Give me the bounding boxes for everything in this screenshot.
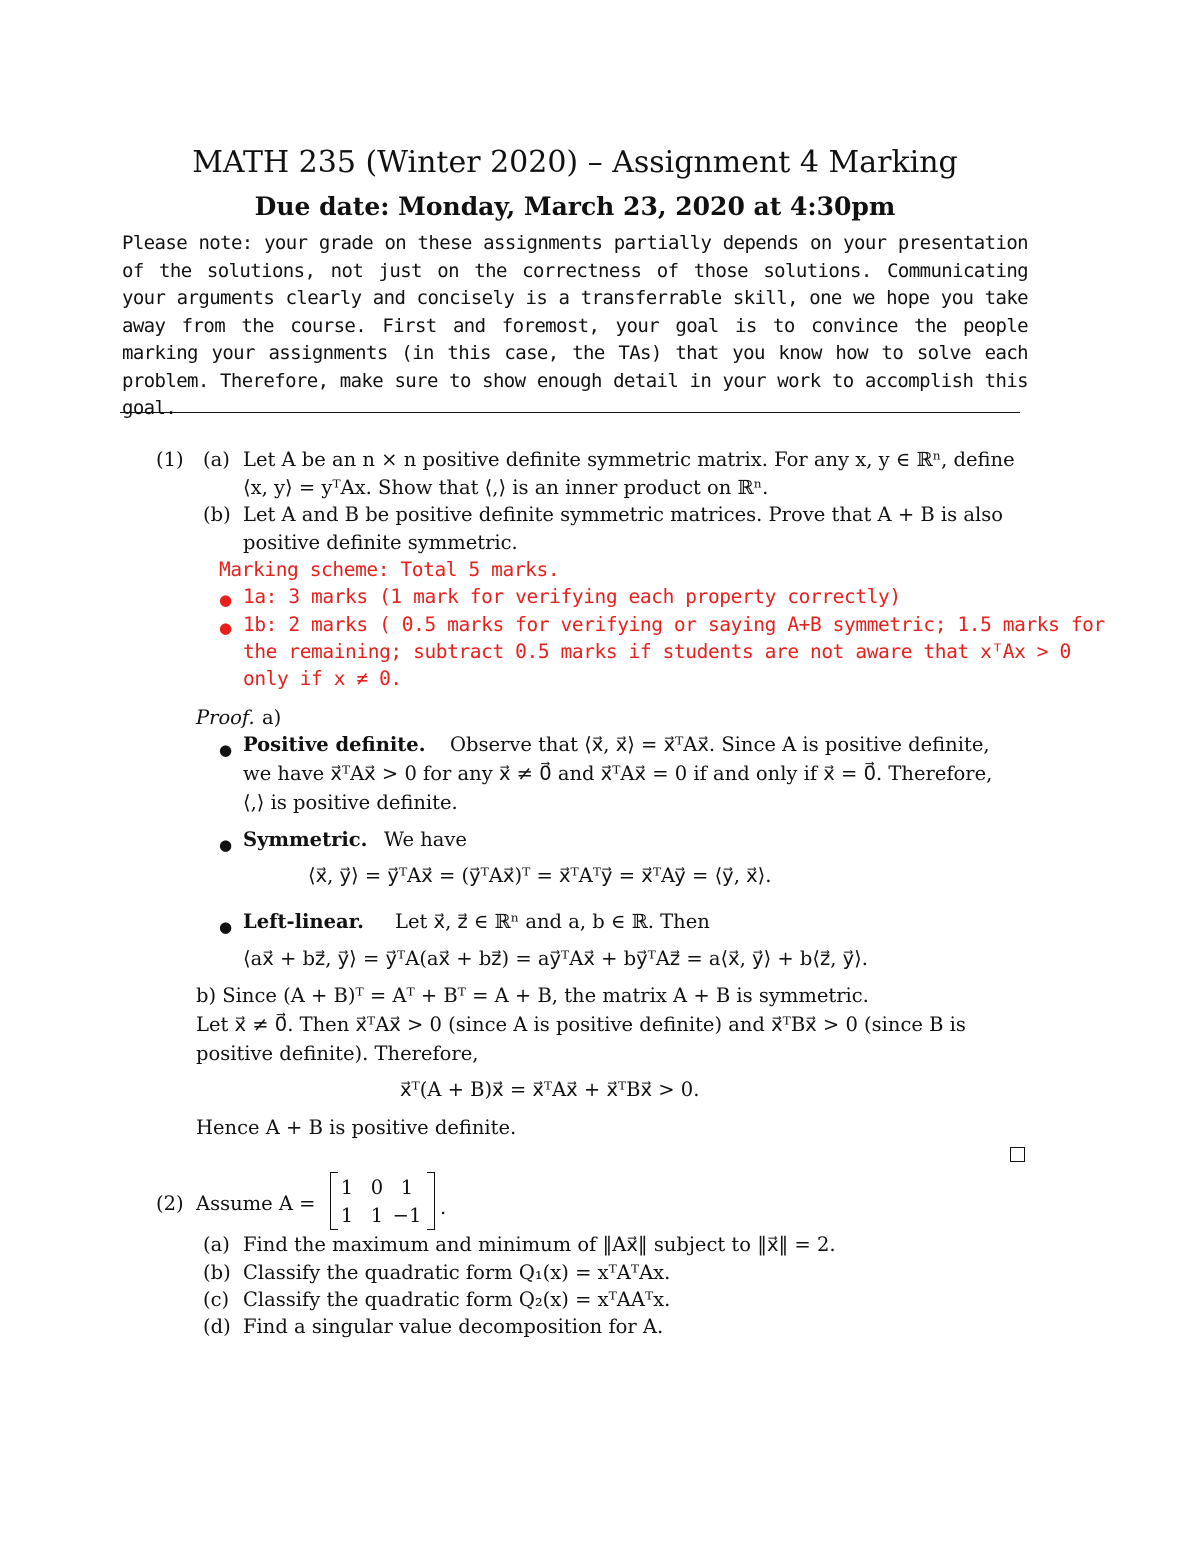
proof-b-conclusion: Hence A + B is positive definite. — [196, 1116, 517, 1139]
marking-scheme-1a: 1a: 3 marks (1 mark for verifying each property correctly) — [243, 585, 901, 608]
proof-b-line-3: positive definite). Therefore, — [196, 1042, 479, 1065]
proof-b-line-1: b) Since (A + B)ᵀ = Aᵀ + Bᵀ = A + B, the matrix A + B is symmetric. — [196, 984, 869, 1007]
positive-definite-line-1: Observe that ⟨x⃗, x⃗⟩ = x⃗ᵀAx⃗. Since A is positive definite, — [450, 733, 990, 756]
symmetric-equation: ⟨x⃗, y⃗⟩ = y⃗ᵀAx⃗ = (y⃗ᵀAx⃗)ᵀ = x⃗ᵀAᵀy⃗ = x⃗ᵀAy⃗ = ⟨y⃗, x⃗⟩. — [308, 864, 772, 887]
horizontal-divider — [120, 412, 1020, 413]
marking-scheme-1b-line-1: 1b: 2 marks ( 0.5 marks for verifying or saying A+B symmetric; 1.5 marks for — [243, 613, 1105, 636]
bullet-dot: ● — [219, 591, 233, 609]
question-1-number: (1) — [156, 448, 184, 471]
matrix-period: . — [440, 1196, 447, 1219]
question-2d-text: Find a singular value decomposition for A. — [243, 1315, 664, 1338]
question-2c-text: Classify the quadratic form Q₂(x) = xᵀAAᵀx. — [243, 1288, 671, 1311]
question-1a-label: (a) — [203, 448, 230, 471]
question-1a-line-1: Let A be an n × n positive definite symmetric matrix. For any x, y ∈ ℝⁿ, define — [243, 448, 1015, 471]
matrix-cell: −1 — [392, 1203, 422, 1227]
bullet-dot: ● — [219, 918, 233, 936]
bullet-dot: ● — [219, 741, 233, 759]
question-1b-label: (b) — [203, 503, 231, 526]
left-linear-heading: Left-linear. — [243, 910, 364, 933]
due-date: Due date: Monday, March 23, 2020 at 4:30pm — [254, 192, 896, 221]
matrix-cell: 1 — [340, 1203, 354, 1227]
question-2-assume: Assume A = — [196, 1192, 316, 1215]
matrix-cell: 1 — [370, 1203, 384, 1227]
symmetric-heading: Symmetric. — [243, 828, 368, 851]
question-2a-label: (a) — [203, 1233, 230, 1256]
proof-b-equation: x⃗ᵀ(A + B)x⃗ = x⃗ᵀAx⃗ + x⃗ᵀBx⃗ > 0. — [400, 1078, 700, 1101]
matrix-row-1 — [332, 1173, 422, 1201]
question-2b-label: (b) — [203, 1261, 231, 1284]
presentation-note: Please note: your grade on these assignments partially depends on your presentation of the solutions, not just on the correctness of those solutions. Communicating your arguments clearly and concisely is a transferrable skill, one we hope you take away from the course. First and foremost, your goal is to convince the people marking your assignments (in this case, the TAs) that you know how to solve each problem. Therefore, make sure to show enough detail in your work to accomplish this goal. — [122, 232, 1028, 419]
positive-definite-line-3: ⟨,⟩ is positive definite. — [243, 791, 458, 814]
document-title: MATH 235 (Winter 2020) – Assignment 4 Marking — [192, 145, 958, 180]
marking-scheme-1b-line-2: the remaining; subtract 0.5 marks if students are not aware that xᵀAx > 0 — [243, 640, 1071, 663]
question-2c-label: (c) — [203, 1288, 230, 1311]
proof-part-a: a) — [262, 706, 282, 729]
symmetric-line-1: We have — [384, 828, 467, 851]
matrix-A — [332, 1173, 422, 1229]
marking-scheme-title: Marking scheme: Total 5 marks. — [219, 558, 560, 581]
matrix-row-2 — [332, 1201, 422, 1229]
question-2d-label: (d) — [203, 1315, 231, 1338]
question-1a-line-2: ⟨x, y⟩ = yᵀAx. Show that ⟨,⟩ is an inner product on ℝⁿ. — [243, 476, 769, 499]
proof-b-line-2: Let x⃗ ≠ 0⃗. Then x⃗ᵀAx⃗ > 0 (since A is positive definite) and x⃗ᵀBx⃗ > 0 (since B is — [196, 1013, 966, 1036]
positive-definite-line-2: we have x⃗ᵀAx⃗ > 0 for any x⃗ ≠ 0⃗ and x⃗ᵀAx⃗ = 0 if and only if x⃗ = 0⃗. Therefore, — [243, 762, 993, 785]
bullet-dot: ● — [219, 619, 233, 637]
question-2a-text: Find the maximum and minimum of ‖Ax⃗‖ subject to ‖x⃗‖ = 2. — [243, 1233, 836, 1256]
matrix-cell: 1 — [400, 1175, 414, 1199]
question-2b-text: Classify the quadratic form Q₁(x) = xᵀAᵀAx. — [243, 1261, 671, 1284]
positive-definite-heading: Positive definite. — [243, 733, 426, 756]
bullet-dot: ● — [219, 836, 233, 854]
marking-scheme-1b-line-3: only if x ≠ 0. — [243, 667, 402, 690]
matrix-right-bracket — [427, 1172, 435, 1230]
proof-label: Proof. — [196, 706, 255, 729]
left-linear-equation: ⟨ax⃗ + bz⃗, y⃗⟩ = y⃗ᵀA(ax⃗ + bz⃗) = ay⃗ᵀAx⃗ + by⃗ᵀAz⃗ = a⟨x⃗, y⃗⟩ + b⟨z⃗, y⃗⟩. — [243, 947, 868, 970]
question-1b-line-2: positive definite symmetric. — [243, 531, 518, 554]
question-2-number: (2) — [156, 1192, 184, 1215]
matrix-cell: 0 — [370, 1175, 384, 1199]
qed-square-icon — [1010, 1147, 1025, 1162]
left-linear-line-1: Let x⃗, z⃗ ∈ ℝⁿ and a, b ∈ ℝ. Then — [395, 910, 710, 933]
matrix-cell: 1 — [340, 1175, 354, 1199]
question-1b-line-1: Let A and B be positive definite symmetric matrices. Prove that A + B is also — [243, 503, 1003, 526]
